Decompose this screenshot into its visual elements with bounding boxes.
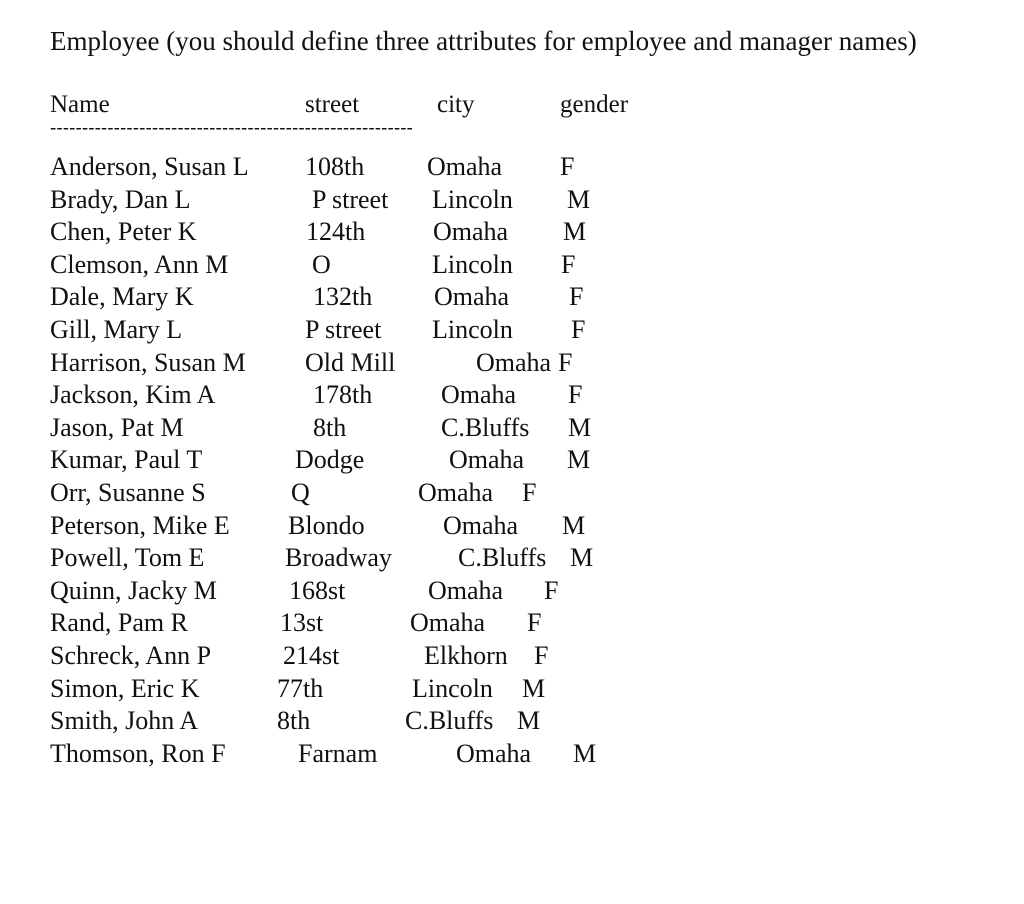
employee-name: Orr, Susanne S xyxy=(50,477,206,507)
employee-street: 132th xyxy=(313,282,373,312)
employee-street: 124th xyxy=(306,217,366,247)
employee-name: Anderson, Susan L xyxy=(50,152,249,181)
table-row xyxy=(0,607,1024,640)
employee-gender: F xyxy=(534,640,549,670)
table-row xyxy=(0,216,1024,249)
employee-gender: M xyxy=(570,543,594,573)
table-row xyxy=(0,705,1024,738)
employee-street: P street xyxy=(305,314,382,344)
employee-street: Blondo xyxy=(288,510,365,540)
employee-street: 8th xyxy=(277,706,311,736)
employee-city: C.Bluffs xyxy=(458,543,547,573)
column-header-gender: gender xyxy=(560,91,629,118)
employee-street: 8th xyxy=(313,412,347,442)
employee-name: Rand, Pam R xyxy=(50,608,188,638)
column-header-name: Name xyxy=(50,91,110,118)
employee-street: Broadway xyxy=(285,543,392,573)
employee-city: Omaha xyxy=(427,152,503,181)
employee-street: 13st xyxy=(280,608,324,638)
employee-gender: F xyxy=(561,249,576,279)
employee-name: Quinn, Jacky M xyxy=(50,575,217,605)
employee-gender: M xyxy=(517,706,541,736)
table-row xyxy=(0,412,1024,445)
employee-name: Powell, Tom E xyxy=(50,543,205,573)
table-row xyxy=(0,347,1024,380)
document-title: Employee (you should define three attributes for employee and manager names) xyxy=(50,26,917,56)
employee-gender: F xyxy=(522,477,537,507)
employee-street: Dodge xyxy=(295,445,365,475)
employee-name: Jason, Pat M xyxy=(50,412,184,442)
employee-name: Thomson, Ron F xyxy=(50,738,226,768)
employee-name: Gill, Mary L xyxy=(50,314,183,344)
employee-street: 108th xyxy=(305,152,365,181)
employee-street: 77th xyxy=(277,673,324,703)
employee-gender: M xyxy=(567,184,591,214)
employee-street: O xyxy=(312,249,331,279)
employee-name: Schreck, Ann P xyxy=(50,640,212,670)
employee-name: Peterson, Mike E xyxy=(50,510,230,540)
employee-name: Dale, Mary K xyxy=(50,282,194,312)
employee-city: Lincoln xyxy=(432,314,513,344)
employee-gender: F xyxy=(527,608,542,638)
table-row xyxy=(0,379,1024,412)
employee-street: Farnam xyxy=(298,738,378,768)
employee-city: C.Bluffs xyxy=(441,412,530,442)
employee-name: Brady, Dan L xyxy=(50,184,191,214)
employee-name: Harrison, Susan M xyxy=(50,347,246,377)
employee-name: Chen, Peter K xyxy=(50,217,197,247)
employee-city: Omaha xyxy=(476,347,552,377)
table-row xyxy=(0,477,1024,510)
employee-city: Omaha xyxy=(456,738,532,768)
employee-city: Omaha xyxy=(428,575,504,605)
column-header-city: city xyxy=(437,91,475,118)
employee-gender: F xyxy=(558,347,573,377)
employee-city: Omaha xyxy=(410,608,486,638)
employee-name: Kumar, Paul T xyxy=(50,445,203,475)
employee-city: Omaha xyxy=(433,217,509,247)
employee-list xyxy=(0,151,1024,770)
employee-street: 168st xyxy=(289,575,346,605)
table-row xyxy=(0,151,1024,184)
employee-gender: M xyxy=(522,673,546,703)
employee-city: Omaha xyxy=(434,282,510,312)
employee-street: Q xyxy=(291,477,310,507)
employee-gender: F xyxy=(560,152,575,181)
employee-street: Old Mill xyxy=(305,347,396,377)
employee-city: Omaha xyxy=(418,477,494,507)
employee-name: Simon, Eric K xyxy=(50,673,200,703)
column-header-street: street xyxy=(305,91,360,118)
employee-city: Omaha xyxy=(449,445,525,475)
employee-city: Elkhorn xyxy=(424,640,508,670)
employee-gender: M xyxy=(562,510,586,540)
employee-gender: F xyxy=(544,575,559,605)
employee-name: Clemson, Ann M xyxy=(50,249,229,279)
table-row xyxy=(0,640,1024,673)
employee-street: 214st xyxy=(283,640,340,670)
table-row xyxy=(0,281,1024,314)
employee-gender: M xyxy=(563,217,587,247)
employee-gender: M xyxy=(567,445,591,475)
employee-city: Omaha xyxy=(443,510,519,540)
table-row xyxy=(0,738,1024,771)
employee-city: Lincoln xyxy=(412,673,493,703)
employee-gender: M xyxy=(568,412,592,442)
employee-street: 178th xyxy=(313,380,373,410)
employee-street: P street xyxy=(312,184,389,214)
table-row xyxy=(0,184,1024,217)
employee-city: C.Bluffs xyxy=(405,706,494,736)
employee-gender: F xyxy=(568,380,583,410)
table-row xyxy=(0,249,1024,282)
employee-gender: M xyxy=(573,738,597,768)
employee-name: Jackson, Kim A xyxy=(50,380,216,410)
table-row xyxy=(0,510,1024,543)
employee-name: Smith, John A xyxy=(50,706,199,736)
employee-city: Omaha xyxy=(441,380,517,410)
table-row xyxy=(0,542,1024,575)
employee-gender: F xyxy=(569,282,584,312)
header-divider: --------------------------------------------------------- xyxy=(50,118,413,139)
employee-gender: F xyxy=(571,314,586,344)
employee-city: Lincoln xyxy=(432,249,513,279)
table-row xyxy=(0,575,1024,608)
table-row xyxy=(0,314,1024,347)
table-row xyxy=(0,673,1024,706)
table-row xyxy=(0,444,1024,477)
employee-city: Lincoln xyxy=(432,184,513,214)
